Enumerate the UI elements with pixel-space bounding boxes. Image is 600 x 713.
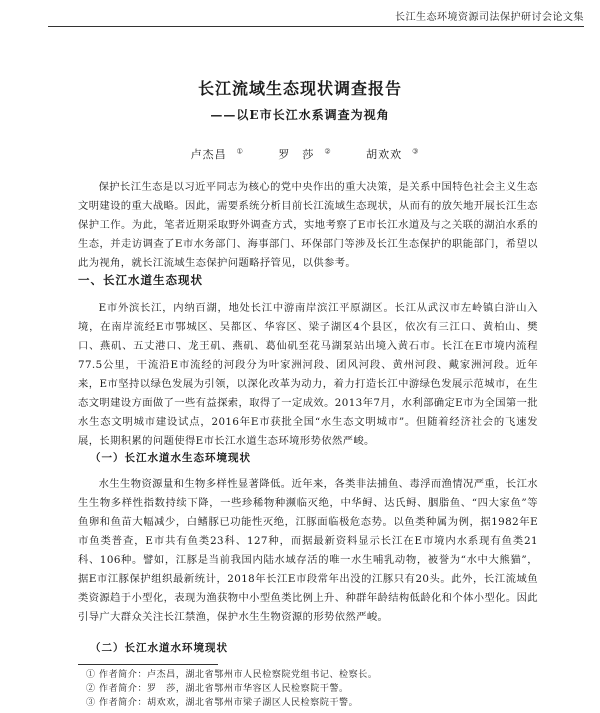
- subsection-1-paragraph: 水生生物资源量和生物多样性显著降低。近年来，各类非法捕鱼、毒浮而渔情况严重，长江水生生物多样性指数持续下降，一些珍稀物种濒临灭绝，中华鲟、达氏鲟、胭脂鱼、“四大家鱼”等鱼卵和鱼苗大幅减少，白鳍豚已功能性灭绝，江豚面临极危态势。以鱼类种属为例，据1982年E市鱼类普查，E市共有鱼类23科、127种，而据最新资料显示长江在E市境内水系现有鱼类21科、106种。譬如，江豚是当前我国内陆水域存活的唯一水生哺乳动物，被誉为“水中大熊猫”，据E市江豚保护组织最新统计，2018年长江E市段常年出没的江豚只有20头。此外，长江流域鱼类资源趋于小型化，表现为渔获物中小型鱼类比例上升、种群年龄结构低龄化和个体小型化。因此引导广大群众关注长江禁渔，保护水生生物资源的形势依然严峻。: [78, 478, 538, 623]
- running-header: 长江生态环境资源司法保护研讨会论文集: [395, 12, 584, 23]
- author-2-name: 罗 莎: [278, 148, 315, 161]
- subsection-2-heading: （二）长江水道水环境现状: [90, 642, 228, 654]
- author-2: [268, 148, 331, 161]
- author-1-mark: ①: [236, 147, 244, 156]
- header-rule: [48, 26, 584, 27]
- paper-subtitle: ——以E市长江水系调查为视角: [210, 108, 390, 122]
- footnote-3: ③ 作者简介：胡欢欢，湖北省鄂州市梁子湖区人民检察院干警。: [86, 698, 359, 708]
- author-3-name: 胡欢欢: [366, 148, 403, 161]
- footnotes: [86, 668, 546, 710]
- author-line: [0, 146, 600, 162]
- author-2-mark: ②: [324, 147, 332, 156]
- footnote-rule: [78, 664, 218, 665]
- paper-title: 长江流域生态现状调查报告: [197, 79, 402, 98]
- author-3: [356, 148, 419, 161]
- author-1: [181, 148, 244, 161]
- abstract-paragraph: 保护长江生态是以习近平同志为核心的党中央作出的重大决策，是关系中国特色社会主义生态文明建设的重大战略。因此，需要系统分析目前长江流域生态现状，从而有的放矢地开展长江生态保护工作。为此，笔者近期采取野外调查方式，实地考察了E市长江水道及与之关联的湖泊水系的生态，并走访调查了E市水务部门、海事部门、环保部门等涉及长江生态保护的职能部门，希望以此为视角，就长江流域生态保护问题略抒管见，以供参考。: [78, 181, 538, 269]
- author-1-name: 卢杰昌: [190, 148, 227, 161]
- section-1-heading: 一、长江水道生态现状: [78, 273, 203, 287]
- footnote-1: ① 作者简介：卢杰昌，湖北省鄂州市人民检察院党组书记、检察长。: [86, 670, 378, 680]
- subsection-1-heading: （一）长江水道水生态环境现状: [90, 452, 251, 464]
- section-1-paragraph: E市外滨长江，内纳百湖，地处长江中游南岸滨江平原湖区。长江从武汉市左岭镇白浒山入境，在南岸流经E市鄂城区、吴都区、华容区、梁子湖区4个县区，依次有三江口、黄柏山、樊口、燕矶、五丈港口、龙王矶、燕矶、葛仙矶至花马湖泵站出境入黄石市。长江在E市境内流程77.5公里，干流沿E市流经的河段分为叶家洲河段、团风河段、黄州河段、戴家洲河段。近年来，E市坚持以绿色发展为引领，以深化改革为动力，着力打造长江中游绿色发展示范城市，在生态文明建设方面做了一些有益探索，取得了一定成效。2013年7月，水利部确定E市为全国第一批水生态文明城市建设试点，2016年E市获批全国“水生态文明城市”。但随着经济社会的飞速发展，长期积累的问题使得E市长江水道生态环境形势依然严峻。: [78, 302, 538, 447]
- author-3-mark: ③: [412, 147, 420, 156]
- footnote-2: ② 作者简介：罗 莎，湖北省鄂州市华容区人民检察院干警。: [86, 684, 349, 694]
